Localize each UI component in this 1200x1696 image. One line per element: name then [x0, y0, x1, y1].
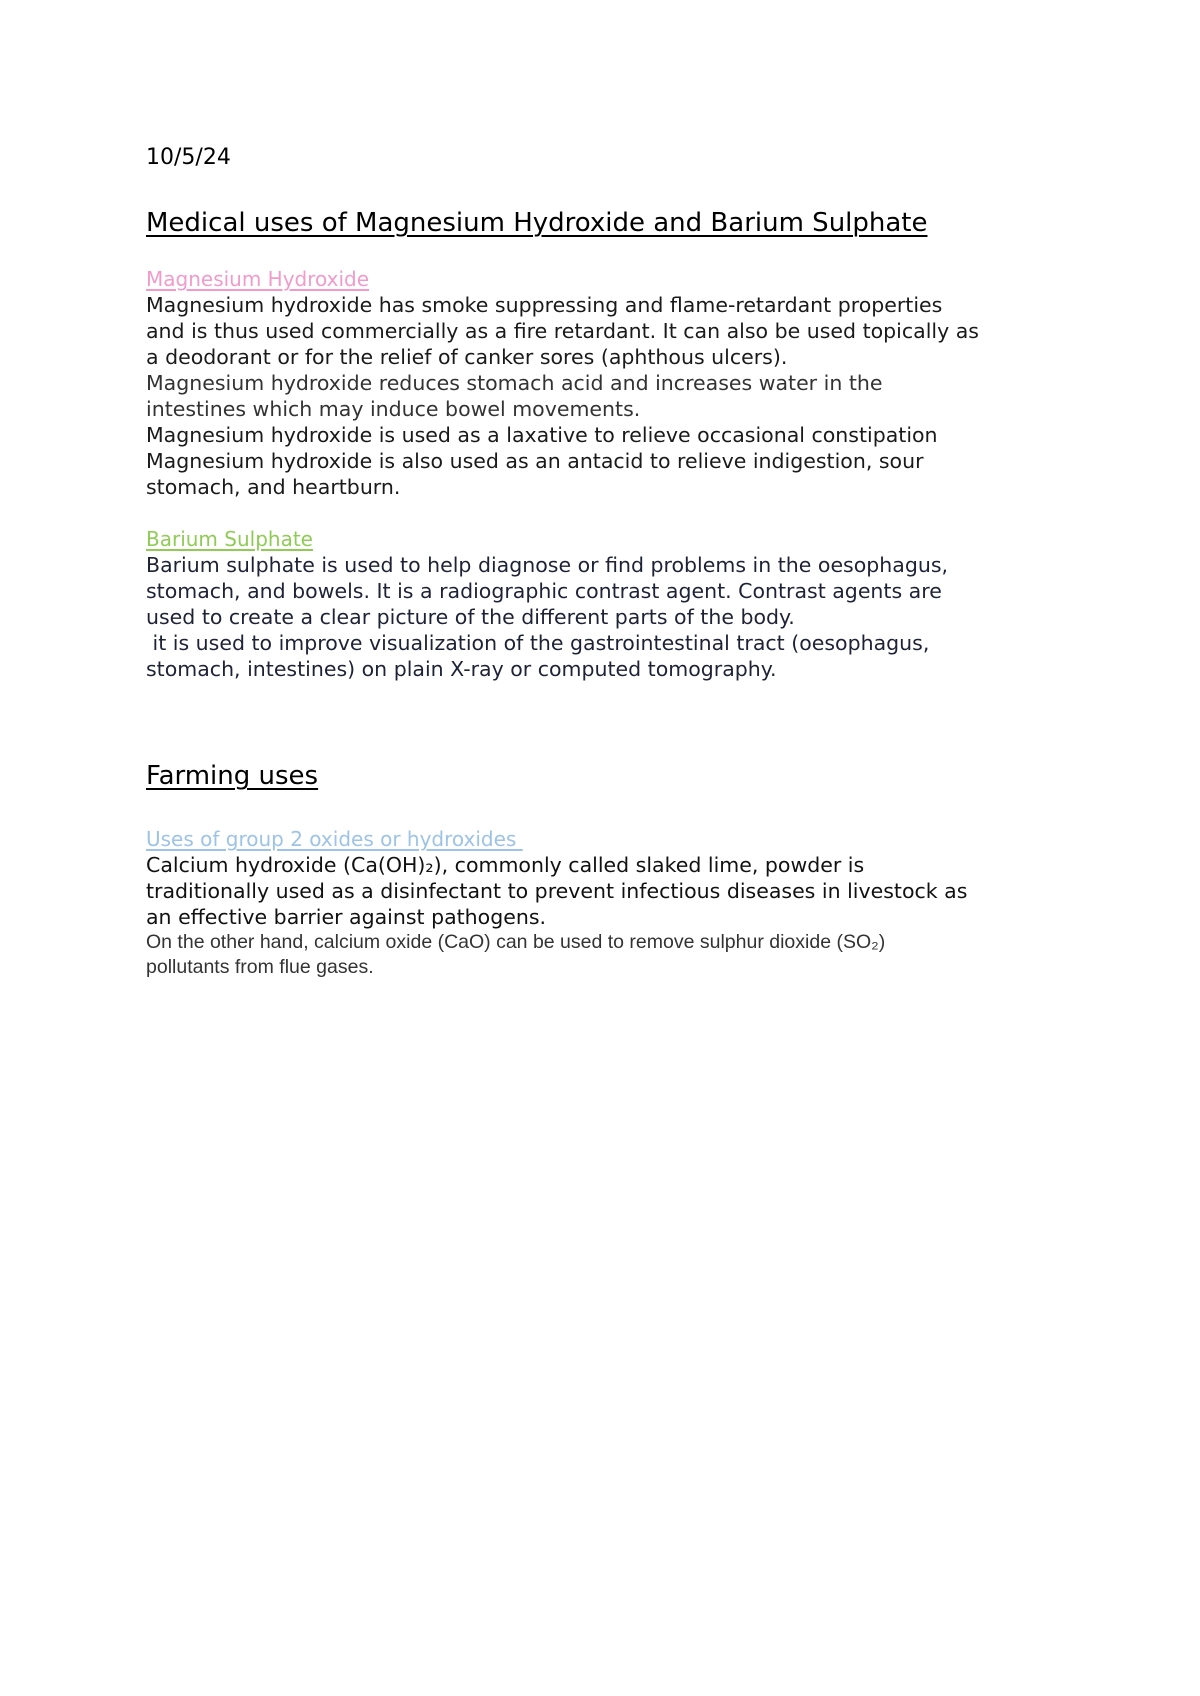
text-line: pollutants from flue gases. — [146, 956, 374, 978]
text-line: Magnesium hydroxide has smoke suppressing and flame-retardant properties — [146, 293, 943, 317]
text-line: a deodorant or for the relief of canker sores (aphthous ulcers). — [146, 345, 788, 369]
text-line: stomach, intestines) on plain X-ray or computed tomography. — [146, 657, 777, 681]
barium-sulphate-paragraph — [146, 552, 1066, 682]
text-line: stomach, and bowels. It is a radiographic contrast agent. Contrast agents are — [146, 579, 942, 603]
magnesium-hydroxide-subheading: Magnesium Hydroxide — [146, 267, 370, 291]
text-line: an effective barrier against pathogens. — [146, 905, 547, 929]
farming-uses-heading: Farming uses — [146, 761, 319, 791]
text-line: traditionally used as a disinfectant to prevent infectious diseases in livestock as — [146, 879, 968, 903]
magnesium-hydroxide-paragraph — [146, 292, 1066, 500]
text-line: and is thus used commercially as a fire retardant. It can also be used topically as — [146, 319, 979, 343]
barium-sulphate-subheading: Barium Sulphate — [146, 527, 313, 551]
text-line: Magnesium hydroxide is also used as an antacid to relieve indigestion, sour — [146, 449, 924, 473]
text-line: On the other hand, calcium oxide (CaO) can be used to remove sulphur dioxide (SO₂) — [146, 931, 886, 953]
text-line: it is used to improve visualization of the gastrointestinal tract (oesophagus, — [146, 631, 930, 655]
group2-uses-paragraph — [146, 852, 1066, 980]
document-date: 10/5/24 — [146, 145, 231, 170]
text-line: Magnesium hydroxide is used as a laxative to relieve occasional constipation — [146, 423, 938, 447]
text-line: stomach, and heartburn. — [146, 475, 401, 499]
text-line: used to create a clear picture of the different parts of the body. — [146, 605, 795, 629]
medical-uses-heading: Medical uses of Magnesium Hydroxide and Barium Sulphate — [146, 208, 928, 238]
text-line: Calcium hydroxide (Ca(OH)₂), commonly called slaked lime, powder is — [146, 853, 865, 877]
text-line: Barium sulphate is used to help diagnose or find problems in the oesophagus, — [146, 553, 949, 577]
text-line: intestines which may induce bowel movements. — [146, 397, 641, 421]
group2-uses-subheading: Uses of group 2 oxides or hydroxides — [146, 827, 523, 851]
text-line: Magnesium hydroxide reduces stomach acid and increases water in the — [146, 371, 883, 395]
